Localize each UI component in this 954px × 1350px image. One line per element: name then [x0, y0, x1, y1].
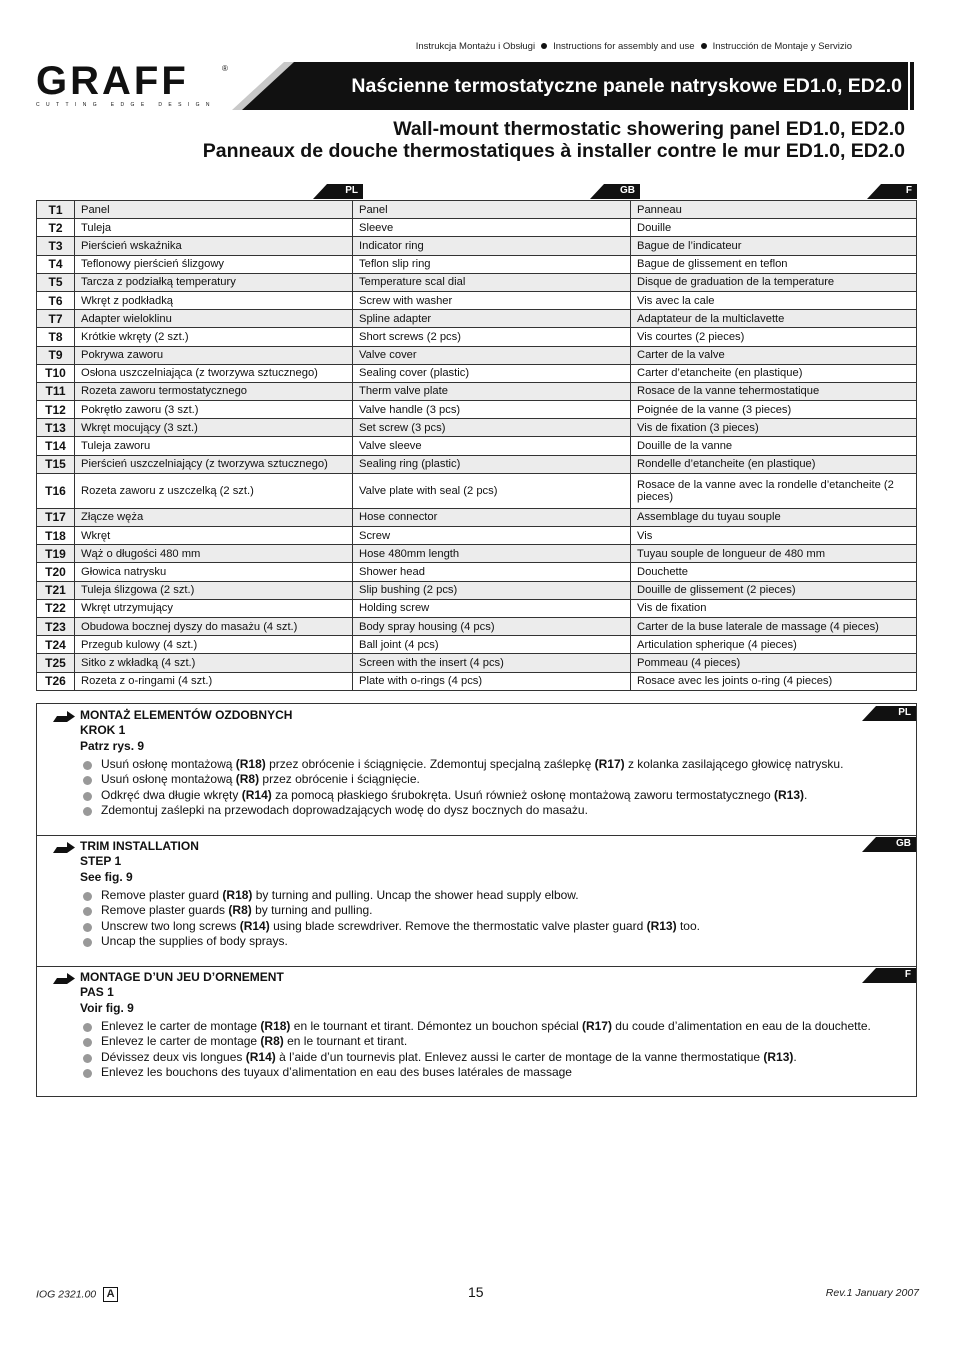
lang-tab-gb: [590, 184, 640, 199]
part-name-fr: Vis de fixation (3 pieces): [631, 419, 917, 437]
header-line-gb: Instructions for assembly and use: [553, 41, 695, 52]
part-code: T12: [37, 401, 75, 419]
section-lang-label: PL: [898, 707, 911, 718]
part-name-fr: Articulation spherique (4 pieces): [631, 636, 917, 654]
title-banner: [232, 62, 914, 110]
part-name-pl: Pierścień uszczelniający (z tworzywa sztucznego): [75, 455, 353, 473]
header-line-es: Instrucción de Montaje y Servizio: [712, 41, 852, 52]
part-name-fr: Douille de glissement (2 pieces): [631, 581, 917, 599]
part-name-pl: Wkręt: [75, 527, 353, 545]
doc-number: IOG 2321.00: [36, 1288, 97, 1301]
part-name-pl: Panel: [75, 201, 353, 219]
part-name-gb: Sealing ring (plastic): [353, 455, 631, 473]
instruction-text: using blade screwdriver. Remove the thermostatic valve plaster guard: [269, 918, 647, 933]
table-row: [37, 346, 917, 364]
instruction-text: Unscrew two long screws: [101, 918, 240, 933]
instruction-text: too.: [676, 918, 700, 933]
instruction-text: z kolanka zasilającego głowicę natrysku.: [624, 757, 844, 771]
list-item: [83, 803, 843, 818]
part-reference: (R14): [239, 918, 270, 933]
part-code: T6: [37, 291, 75, 309]
part-name-gb: Therm valve plate: [353, 382, 631, 400]
section-heading: [80, 970, 284, 1016]
part-code: T18: [37, 527, 75, 545]
instruction-text: Usuń osłonę montażową: [101, 772, 236, 787]
instruction-text: Enlevez le carter de montage: [101, 1034, 261, 1049]
part-code: T14: [37, 437, 75, 455]
part-name-pl: Tuleja zaworu: [75, 437, 353, 455]
part-name-fr: Disque de graduation de la temperature: [631, 273, 917, 291]
table-row: [37, 654, 917, 672]
part-name-fr: Panneau: [631, 201, 917, 219]
lang-tab-f: [867, 184, 917, 199]
part-name-fr: Carter de la buse laterale de massage (4 pieces): [631, 617, 917, 635]
part-name-pl: Pokrętło zaworu (3 szt.): [75, 401, 353, 419]
revision-date: Rev.1 January 2007: [825, 1287, 919, 1299]
section-fig-ref: Patrz rys. 9: [80, 738, 145, 753]
part-reference: (R14): [245, 1049, 276, 1064]
instruction-text: by turning and pulling. Uncap the shower head supply elbow.: [252, 888, 579, 902]
part-name-gb: Valve plate with seal (2 pcs): [353, 473, 631, 508]
part-name-fr: Pommeau (4 pieces): [631, 654, 917, 672]
part-name-gb: Holding screw: [353, 599, 631, 617]
instruction-text: by turning and pulling.: [251, 903, 373, 918]
list-item: [83, 919, 700, 934]
part-code: T17: [37, 508, 75, 526]
lang-tab-f-label: F: [905, 185, 912, 196]
page-title-gb: Wall-mount thermostatic showering panel ED1.0, ED2.0: [393, 118, 905, 140]
instruction-text: en le tournant et tirant. Démontez un bouchon spécial: [290, 1019, 582, 1033]
part-name-pl: Teflonowy pierścień ślizgowy: [75, 255, 353, 273]
section-lang-tab: [862, 706, 916, 721]
section-lang-label: GB: [896, 838, 911, 849]
instruction-text: Enlevez les bouchons des tuyaux d’alimentation en eau des buses latérales de massage: [101, 1064, 572, 1079]
arrow-right-icon: [53, 841, 75, 853]
part-name-pl: Rozeta z o-ringami (4 szt.): [75, 672, 353, 690]
instruction-text: Zdemontuj zaślepki na przewodach doprowadzających wodę do dysz bocznych do masażu.: [101, 802, 588, 817]
table-row: [37, 437, 917, 455]
part-code: T3: [37, 237, 75, 255]
part-name-fr: Tuyau souple de longueur de 480 mm: [631, 545, 917, 563]
table-row: [37, 455, 917, 473]
part-name-gb: Screen with the insert (4 pcs): [353, 654, 631, 672]
part-name-gb: Ball joint (4 pcs): [353, 636, 631, 654]
part-reference: (R17): [594, 757, 625, 771]
part-code: T5: [37, 273, 75, 291]
section-heading: [80, 839, 199, 885]
part-name-gb: Plate with o-rings (4 pcs): [353, 672, 631, 690]
part-name-gb: Short screws (2 pcs): [353, 328, 631, 346]
part-name-fr: Douille: [631, 219, 917, 237]
list-item: [83, 903, 700, 918]
part-name-fr: Rosace de la vanne tehermostatique: [631, 382, 917, 400]
part-code: T11: [37, 382, 75, 400]
part-name-gb: Valve cover: [353, 346, 631, 364]
bullet-list: [83, 757, 843, 818]
table-row: [37, 273, 917, 291]
list-item: [83, 1065, 871, 1080]
part-name-gb: Spline adapter: [353, 310, 631, 328]
part-reference: (R13): [763, 1049, 794, 1064]
part-name-pl: Tarcza z podziałką temperatury: [75, 273, 353, 291]
instruction-text: .: [804, 787, 808, 802]
part-reference: (R18): [260, 1019, 291, 1033]
part-reference: (R8): [235, 772, 260, 787]
part-name-gb: Temperature scal dial: [353, 273, 631, 291]
part-name-pl: Przegub kulowy (4 szt.): [75, 636, 353, 654]
part-name-fr: Poignée de la vanne (3 pieces): [631, 401, 917, 419]
table-row: [37, 563, 917, 581]
part-name-pl: Tuleja ślizgowa (2 szt.): [75, 581, 353, 599]
table-row: [37, 599, 917, 617]
part-code: T7: [37, 310, 75, 328]
part-reference: (R18): [235, 757, 266, 771]
instruction-text: Dévissez deux vis longues: [101, 1049, 246, 1064]
table-row: [37, 382, 917, 400]
parts-table: [36, 200, 917, 691]
instructions-box: [36, 703, 917, 1097]
part-code: T13: [37, 419, 75, 437]
part-code: T16: [37, 473, 75, 508]
list-item: [83, 888, 700, 903]
part-name-gb: Sealing cover (plastic): [353, 364, 631, 382]
part-name-fr: Vis courtes (2 pieces): [631, 328, 917, 346]
table-row: [37, 291, 917, 309]
part-name-pl: Osłona uszczelniająca (z tworzywa sztucznego): [75, 364, 353, 382]
part-name-fr: Vis: [631, 527, 917, 545]
bullet-list: [83, 1019, 871, 1080]
section-title: MONTAGE D’UN JEU D’ORNEMENT: [80, 970, 284, 984]
part-name-fr: Rosace avec les joints o-ring (4 pieces): [631, 672, 917, 690]
section-title: MONTAŻ ELEMENTÓW OZDOBNYCH: [80, 708, 293, 722]
instruction-text: en le tournant et tirant.: [283, 1034, 408, 1049]
instruction-text: Odkręć dwa długie wkręty: [101, 787, 242, 802]
part-name-pl: Pierścień wskaźnika: [75, 237, 353, 255]
logo-text: GRAFF: [36, 59, 189, 103]
part-name-pl: Wkręt mocujący (3 szt.): [75, 419, 353, 437]
part-name-fr: Carter de la valve: [631, 346, 917, 364]
part-name-fr: Bague de l’indicateur: [631, 237, 917, 255]
list-item: [83, 788, 843, 803]
part-name-fr: Rondelle d’etancheite (en plastique): [631, 455, 917, 473]
section-divider: [37, 966, 916, 967]
table-row: [37, 508, 917, 526]
part-name-gb: Screw with washer: [353, 291, 631, 309]
section-step: PAS 1: [80, 985, 114, 1000]
instruction-text: du coude d’alimentation en eau de la douchette.: [611, 1019, 871, 1033]
part-name-gb: Panel: [353, 201, 631, 219]
table-row: [37, 617, 917, 635]
logo-tagline: CUTTING EDGE DESIGN: [36, 102, 216, 108]
table-row: [37, 581, 917, 599]
part-name-gb: Screw: [353, 527, 631, 545]
table-row: [37, 219, 917, 237]
section-step: STEP 1: [80, 854, 122, 869]
section-divider: [37, 835, 916, 836]
page-title-fr: Panneaux de douche thermostatiques à installer contre le mur ED1.0, ED2.0: [202, 140, 905, 162]
part-name-fr: Vis avec la cale: [631, 291, 917, 309]
section-title: TRIM INSTALLATION: [80, 839, 199, 853]
part-name-gb: Valve sleeve: [353, 437, 631, 455]
graff-logo: [36, 59, 236, 110]
logo-registered-mark: ®: [222, 64, 228, 73]
part-name-pl: Obudowa bocznej dyszy do masażu (4 szt.): [75, 617, 353, 635]
list-item: [83, 772, 843, 787]
table-row: [37, 545, 917, 563]
instruction-text: Remove plaster guard: [101, 888, 223, 902]
lang-tab-pl-label: PL: [345, 185, 358, 196]
page-title-pl: Naścienne termostatyczne panele natryskowe ED1.0, ED2.0: [351, 75, 902, 97]
revision-badge: A: [103, 1287, 118, 1302]
table-row: [37, 419, 917, 437]
section-lang-label: F: [904, 969, 911, 980]
list-item: [83, 1050, 871, 1065]
header-languages-line: [416, 41, 852, 52]
part-name-gb: Sleeve: [353, 219, 631, 237]
bullet-dot-icon: [701, 43, 707, 49]
part-name-gb: Teflon slip ring: [353, 255, 631, 273]
part-name-gb: Body spray housing (4 pcs): [353, 617, 631, 635]
part-name-gb: Shower head: [353, 563, 631, 581]
part-name-gb: Slip bushing (2 pcs): [353, 581, 631, 599]
list-item: [83, 934, 700, 949]
part-name-pl: Wąż o długości 480 mm: [75, 545, 353, 563]
part-name-fr: Douille de la vanne: [631, 437, 917, 455]
bullet-dot-icon: [541, 43, 547, 49]
table-row: [37, 328, 917, 346]
lang-tab-pl: [313, 184, 363, 199]
instruction-text: Enlevez le carter de montage: [101, 1019, 261, 1033]
table-row: [37, 527, 917, 545]
table-row: [37, 237, 917, 255]
bullet-list: [83, 888, 700, 949]
instruction-text: za pomocą płaskiego śrubokręta. Usuń również osłonę montażową zaworu termostatycznego: [271, 787, 775, 802]
part-name-fr: Douchette: [631, 563, 917, 581]
part-name-gb: Hose 480mm length: [353, 545, 631, 563]
part-code: T21: [37, 581, 75, 599]
part-code: T8: [37, 328, 75, 346]
part-name-pl: Krótkie wkręty (2 szt.): [75, 328, 353, 346]
list-item: [83, 1034, 871, 1049]
part-name-pl: Złącze węża: [75, 508, 353, 526]
footer-doc-id: [36, 1287, 118, 1302]
list-item: [83, 757, 843, 772]
part-reference: (R13): [774, 787, 805, 802]
part-name-gb: Valve handle (3 pcs): [353, 401, 631, 419]
part-reference: (R14): [241, 787, 272, 802]
part-reference: (R13): [646, 918, 677, 933]
part-name-pl: Głowica natrysku: [75, 563, 353, 581]
part-code: T20: [37, 563, 75, 581]
part-code: T15: [37, 455, 75, 473]
part-reference: (R18): [222, 888, 253, 902]
table-row: [37, 672, 917, 690]
section-step: KROK 1: [80, 723, 126, 738]
part-code: T22: [37, 599, 75, 617]
part-name-pl: Rozeta zaworu z uszczelką (2 szt.): [75, 473, 353, 508]
part-name-fr: Carter d’etancheite (en plastique): [631, 364, 917, 382]
part-name-pl: Wkręt z podkładką: [75, 291, 353, 309]
part-name-fr: Bague de glissement en teflon: [631, 255, 917, 273]
part-code: T19: [37, 545, 75, 563]
part-code: T9: [37, 346, 75, 364]
table-row: [37, 201, 917, 219]
part-code: T25: [37, 654, 75, 672]
arrow-right-icon: [53, 710, 75, 722]
part-code: T23: [37, 617, 75, 635]
part-code: T24: [37, 636, 75, 654]
lang-tab-gb-label: GB: [620, 185, 635, 196]
table-row: [37, 473, 917, 508]
part-name-pl: Wkręt utrzymujący: [75, 599, 353, 617]
section-lang-tab: [862, 968, 916, 983]
table-row: [37, 364, 917, 382]
section-heading: [80, 708, 292, 754]
part-name-fr: Assemblage du tuyau souple: [631, 508, 917, 526]
instruction-text: przez obrócenie i ściągnięcie. Zdemontuj specjalną zaślepkę: [265, 757, 595, 771]
part-name-fr: Rosace de la vanne avec la rondelle d’etancheite (2 pieces): [631, 473, 917, 508]
part-code: T2: [37, 219, 75, 237]
part-name-fr: Adaptateur de la multiclavette: [631, 310, 917, 328]
instruction-text: Uncap the supplies of body sprays.: [101, 933, 288, 948]
instruction-text: Usuń osłonę montażową: [101, 757, 236, 771]
instruction-text: Remove plaster guards: [101, 903, 229, 918]
part-name-pl: Pokrywa zaworu: [75, 346, 353, 364]
section-lang-tab: [862, 837, 916, 852]
part-code: T10: [37, 364, 75, 382]
part-name-gb: Hose connector: [353, 508, 631, 526]
part-name-pl: Tuleja: [75, 219, 353, 237]
part-code: T1: [37, 201, 75, 219]
arrow-right-icon: [53, 972, 75, 984]
page-number: 15: [468, 1284, 484, 1300]
instruction-text: à l’aide d’un tournevis plat. Enlevez aussi le carter de montage de la vanne thermostatique: [275, 1049, 764, 1064]
part-reference: (R8): [228, 903, 252, 918]
part-name-pl: Rozeta zaworu termostatycznego: [75, 382, 353, 400]
part-reference: (R17): [581, 1019, 612, 1033]
part-reference: (R8): [260, 1034, 284, 1049]
part-name-fr: Vis de fixation: [631, 599, 917, 617]
part-code: T26: [37, 672, 75, 690]
header-line-pl: Instrukcja Montażu i Obsługi: [415, 41, 536, 52]
list-item: [83, 1019, 871, 1034]
part-code: T4: [37, 255, 75, 273]
table-row: [37, 636, 917, 654]
part-name-pl: Sitko z wkładką (4 szt.): [75, 654, 353, 672]
part-name-gb: Indicator ring: [353, 237, 631, 255]
instruction-text: przez obrócenie i ściągnięcie.: [259, 772, 420, 787]
part-name-gb: Set screw (3 pcs): [353, 419, 631, 437]
section-fig-ref: Voir fig. 9: [80, 1000, 134, 1015]
table-row: [37, 310, 917, 328]
table-row: [37, 401, 917, 419]
instruction-text: .: [793, 1049, 797, 1064]
part-name-pl: Adapter wieloklinu: [75, 310, 353, 328]
section-fig-ref: See fig. 9: [80, 869, 133, 884]
table-row: [37, 255, 917, 273]
